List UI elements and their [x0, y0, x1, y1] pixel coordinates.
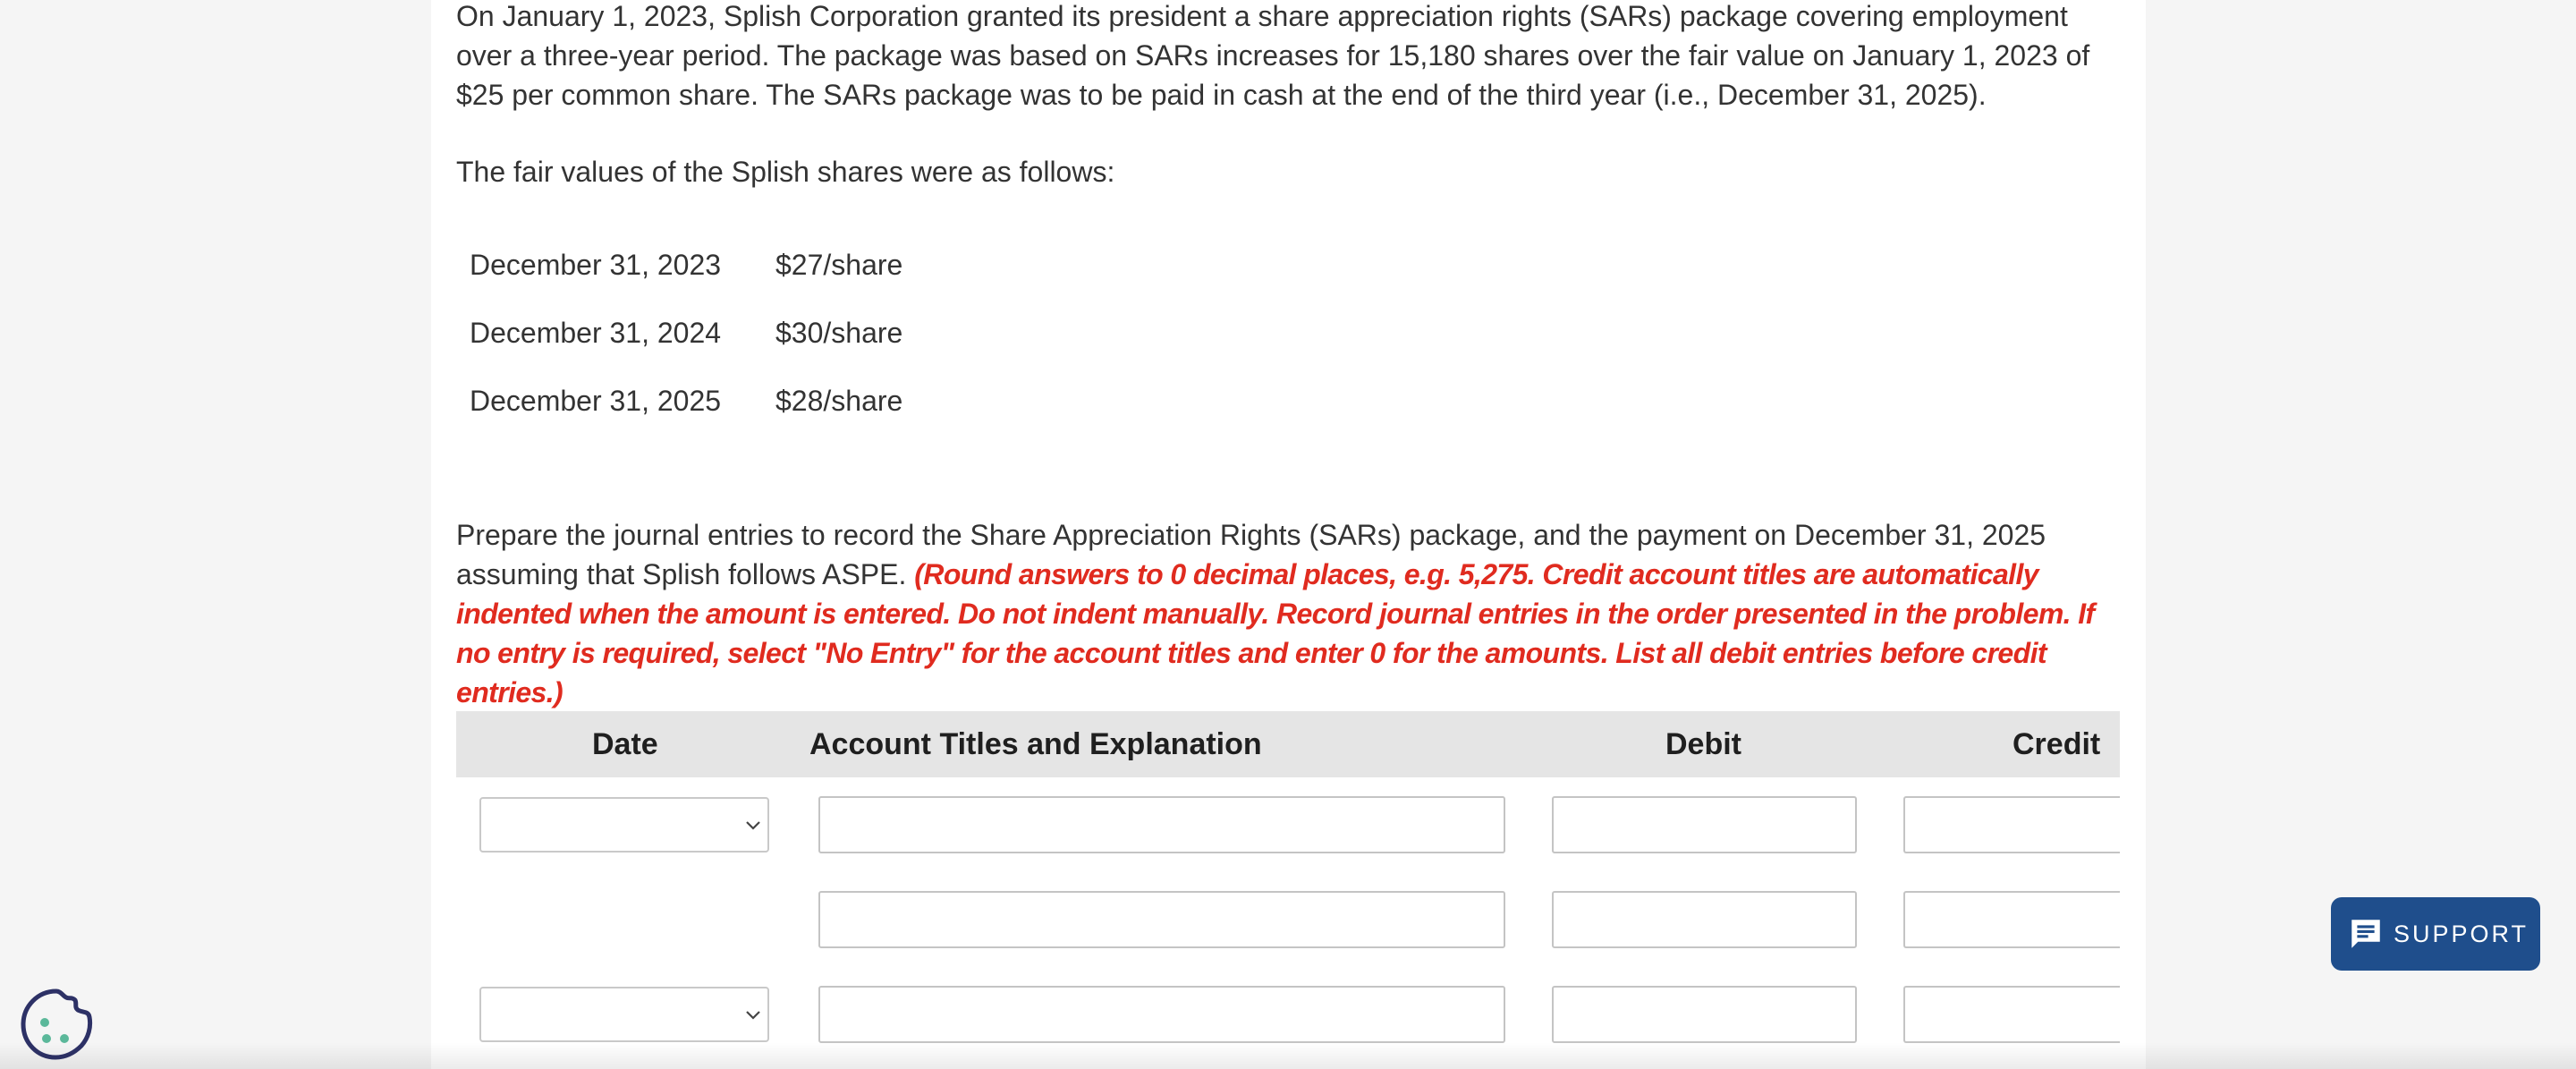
fair-value-amount: $28/share: [775, 385, 903, 417]
credit-column-header: Credit: [2012, 727, 2101, 761]
credit-input[interactable]: [1903, 986, 2120, 1043]
date-column-header: Date: [592, 727, 658, 761]
chevron-down-icon: [744, 1009, 762, 1022]
fair-value-intro: The fair values of the Splish shares were as follows:: [456, 156, 1115, 188]
support-label: SUPPORT: [2394, 920, 2529, 947]
debit-input[interactable]: [1552, 796, 1857, 853]
problem-intro: On January 1, 2023, Splish Corporation granted its president a share appreciation rights (SARs) package covering employment over a three-year period. The package was based on SARs increases for 15,180 shares over the fair value on January 1, 2023 of $25 per common share. The SARs package was to be paid in cash at the end of the third year (i.e., December 31, 2025).: [456, 0, 2090, 111]
debit-input[interactable]: [1552, 891, 1857, 948]
account-title-input[interactable]: [818, 986, 1505, 1043]
instruction-text: Prepare the journal entries to record the Share Appreciation Rights (SARs) package, and the payment on December 31, 2025 assuming that Splish follows ASPE.: [456, 519, 2046, 590]
bottom-shadow: [0, 1042, 2576, 1069]
account-title-input[interactable]: [818, 891, 1505, 948]
instruction-note: (Round answers to 0 decimal places, e.g. 5,275. Credit account titles are automatically indented when the amount is entered. Do not indent manually. Record journal entries in the order presented in the problem. If no entry is required, select "No Entry" for the account titles and enter 0 for the amounts. List all debit entries before credit entries.): [456, 558, 2095, 708]
fair-value-date: December 31, 2025: [470, 385, 722, 417]
support-button[interactable]: [2331, 897, 2540, 971]
chevron-down-icon: [744, 819, 762, 832]
date-select[interactable]: [479, 797, 769, 853]
credit-input[interactable]: [1903, 891, 2120, 948]
chat-icon: [2347, 915, 2385, 953]
account-column-header: Account Titles and Explanation: [809, 727, 1262, 761]
journal-table-header: [456, 711, 2120, 777]
debit-input[interactable]: [1552, 986, 1857, 1043]
instructions: [456, 515, 2120, 712]
fair-value-date: December 31, 2024: [470, 317, 722, 349]
fair-value-date: December 31, 2023: [470, 249, 722, 281]
account-title-input[interactable]: [818, 796, 1505, 853]
credit-input[interactable]: [1903, 796, 2120, 853]
fair-value-amount: $27/share: [775, 249, 903, 281]
fair-value-amount: $30/share: [775, 317, 903, 349]
debit-column-header: Debit: [1665, 727, 1741, 761]
date-select[interactable]: [479, 987, 769, 1042]
